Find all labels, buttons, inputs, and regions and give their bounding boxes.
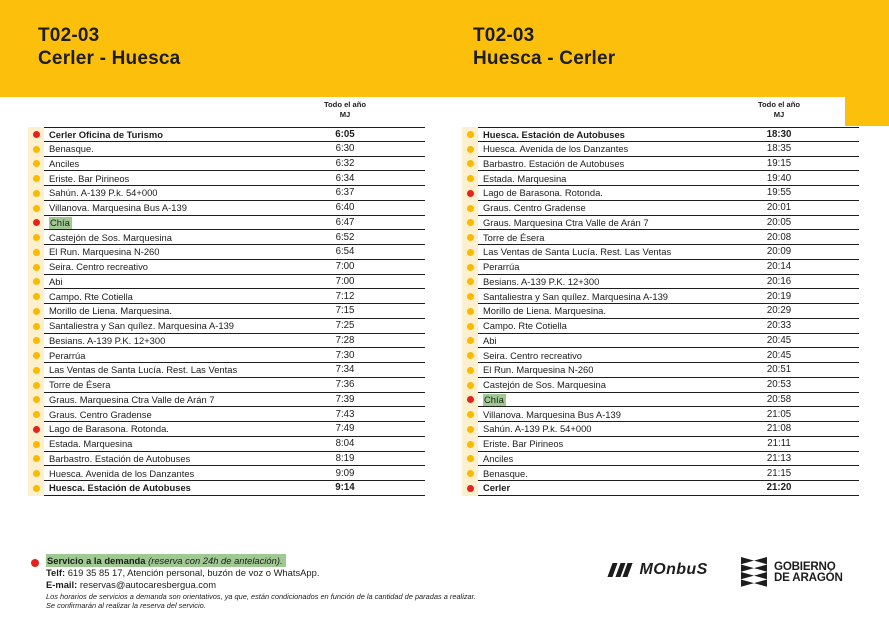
stop-name: Eriste. Bar Pirineos xyxy=(483,438,564,450)
departure-time: 7:36 xyxy=(335,379,355,391)
regular-stop-dot xyxy=(33,160,40,167)
regular-stop-dot xyxy=(467,426,474,433)
table-row xyxy=(462,171,859,186)
stop-name: Cerler Oficina de Turismo xyxy=(49,128,163,140)
stop-dot-cell xyxy=(28,378,44,393)
table-row xyxy=(28,186,425,201)
table-row xyxy=(28,304,425,319)
table-row xyxy=(28,171,425,186)
stop-name: Benasque. xyxy=(483,467,528,479)
regular-stop-dot xyxy=(467,278,474,285)
stop-name: El Run. Marquesina N-260 xyxy=(49,246,160,258)
table-row xyxy=(462,452,859,467)
stop-name: Lago de Barasona. Rotonda. xyxy=(49,423,169,435)
regular-stop-dot xyxy=(467,323,474,330)
table-row xyxy=(462,466,859,481)
departure-time: 19:15 xyxy=(766,157,792,169)
departure-time: 21:11 xyxy=(767,438,791,450)
departure-time: 7:12 xyxy=(335,290,355,302)
departure-time: 21:20 xyxy=(766,482,792,494)
timetable-return xyxy=(462,100,859,496)
table-row xyxy=(462,334,859,349)
regular-stop-dot xyxy=(33,190,40,197)
regular-stop-dot xyxy=(467,264,474,271)
departure-time: 9:09 xyxy=(335,467,355,479)
route-name: Cerler - Huesca xyxy=(38,48,181,69)
on-demand-stop-dot xyxy=(33,426,40,433)
departure-time: 8:19 xyxy=(335,452,355,464)
table-row xyxy=(462,481,859,496)
stop-name: Santaliestra y San quílez. Marquesina A-139 xyxy=(49,320,235,332)
departure-time: 7:00 xyxy=(335,261,355,273)
departure-time: 20:58 xyxy=(766,393,792,405)
on-demand-stop-dot xyxy=(33,219,40,226)
departure-time: 7:25 xyxy=(335,320,355,332)
table-row xyxy=(28,127,425,142)
on-demand-stop-dot xyxy=(467,396,474,403)
table-row xyxy=(28,363,425,378)
stops-table xyxy=(28,127,425,496)
season-label: Todo el año xyxy=(757,100,801,109)
aragon-weave-icon xyxy=(741,557,770,587)
regular-stop-dot xyxy=(467,234,474,241)
regular-stop-dot xyxy=(467,308,474,315)
stop-dot-cell xyxy=(462,157,478,172)
stop-dot-cell xyxy=(462,481,478,496)
departure-time: 18:35 xyxy=(766,143,792,155)
stop-name: Graus. Marquesina Ctra Valle de Arán 7 xyxy=(49,393,215,405)
departure-time: 7:43 xyxy=(335,408,355,420)
monbus-wordmark: MOnbuS xyxy=(639,561,708,578)
table-row xyxy=(28,142,425,157)
departure-time: 21:15 xyxy=(766,467,792,479)
stop-dot-cell xyxy=(462,171,478,186)
departure-time: 20:14 xyxy=(766,261,792,273)
legend-note: (reserva con 24h de antelación). xyxy=(145,555,283,566)
regular-stop-dot xyxy=(33,352,40,359)
stop-name: Abi xyxy=(483,334,497,346)
stop-dot-cell xyxy=(28,230,44,245)
stop-dot-cell xyxy=(28,289,44,304)
stop-dot-cell xyxy=(28,186,44,201)
table-row xyxy=(462,260,859,275)
stop-name: Barbastro. Estación de Autobuses xyxy=(49,452,191,464)
stop-name: Villanova. Marquesina Bus A-139 xyxy=(49,202,187,214)
stop-name: Anciles xyxy=(49,157,80,169)
stop-dot-cell xyxy=(462,230,478,245)
stop-name: Barbastro. Estación de Autobuses xyxy=(483,157,625,169)
regular-stop-dot xyxy=(467,382,474,389)
departure-time: 20:33 xyxy=(766,320,792,332)
stop-name: Las Ventas de Santa Lucía. Rest. Las Ventas xyxy=(483,246,672,258)
table-row xyxy=(462,363,859,378)
stop-dot-cell xyxy=(462,452,478,467)
stop-dot-cell xyxy=(28,422,44,437)
table-row xyxy=(28,422,425,437)
table-row xyxy=(28,245,425,260)
stop-name: Perarrúa xyxy=(483,261,520,273)
stop-name: El Run. Marquesina N-260 xyxy=(483,364,594,376)
table-row xyxy=(28,216,425,231)
departure-time: 7:49 xyxy=(335,423,355,435)
stop-dot-cell xyxy=(28,466,44,481)
stop-name: Estada. Marquesina xyxy=(483,172,567,184)
stop-name: Sahún. A-139 P.k. 54+000 xyxy=(483,423,592,435)
column-header xyxy=(699,100,859,120)
stop-dot-cell xyxy=(28,348,44,363)
table-row xyxy=(462,304,859,319)
stop-name: Seira. Centro recreativo xyxy=(483,349,583,361)
stop-dot-cell xyxy=(462,348,478,363)
regular-stop-dot xyxy=(33,264,40,271)
departure-time: 9:14 xyxy=(335,482,355,494)
stop-dot-cell xyxy=(28,275,44,290)
departure-time: 6:05 xyxy=(335,128,355,140)
phone-line xyxy=(46,567,476,579)
table-row xyxy=(462,378,859,393)
table-row xyxy=(462,422,859,437)
stop-dot-cell xyxy=(462,466,478,481)
stop-dot-cell xyxy=(462,216,478,231)
regular-stop-dot xyxy=(33,293,40,300)
table-row xyxy=(462,348,859,363)
regular-stop-dot xyxy=(33,308,40,315)
table-row xyxy=(28,348,425,363)
regular-stop-dot xyxy=(467,131,474,138)
regular-stop-dot xyxy=(33,175,40,182)
monbus-bars-icon xyxy=(610,563,633,577)
stop-name: Besians. A-139 P.K. 12+300 xyxy=(49,334,166,346)
legend-title: Servicio a la demanda xyxy=(47,555,146,566)
monbus-logo xyxy=(610,561,708,579)
stop-dot-cell xyxy=(28,407,44,422)
gobierno-aragon-logo xyxy=(741,557,843,587)
stop-dot-cell xyxy=(28,319,44,334)
table-row xyxy=(462,275,859,290)
on-demand-stop-dot xyxy=(33,131,40,138)
service-legend xyxy=(28,555,476,611)
stop-dot-cell xyxy=(28,157,44,172)
stop-dot-cell xyxy=(28,363,44,378)
column-header xyxy=(265,100,425,120)
phone-label: Telf: xyxy=(46,567,66,578)
stop-dot-cell xyxy=(28,142,44,157)
table-row xyxy=(28,481,425,496)
route-title-outbound xyxy=(38,24,180,70)
stop-dot-cell xyxy=(28,437,44,452)
stop-dot-cell xyxy=(462,201,478,216)
departure-time: 19:55 xyxy=(766,187,792,199)
stop-dot-cell xyxy=(462,393,478,408)
stop-name: Castejón de Sos. Marquesina xyxy=(49,231,172,243)
stop-name: Morillo de Liena. Marquesina. xyxy=(49,305,172,317)
stop-name: Las Ventas de Santa Lucía. Rest. Las Ventas xyxy=(49,364,238,376)
table-row xyxy=(462,157,859,172)
stop-name: Torre de Ésera xyxy=(483,231,545,243)
table-row xyxy=(462,289,859,304)
stop-name: Besians. A-139 P.K. 12+300 xyxy=(483,275,600,287)
departure-time: 19:40 xyxy=(766,172,792,184)
departure-time: 20:09 xyxy=(766,246,792,258)
stop-dot-cell xyxy=(462,245,478,260)
regular-stop-dot xyxy=(33,249,40,256)
regular-stop-dot xyxy=(33,455,40,462)
stop-dot-cell xyxy=(462,260,478,275)
table-row xyxy=(28,466,425,481)
disclaimer-text: Los horarios de servicios a demanda son orientativos, ya que, están condicionados en función de la cantidad de paradas a realizar. Se confirmarán al realizar la reserva del servicio. xyxy=(46,592,476,610)
stop-name: Huesca. Avenida de los Danzantes xyxy=(483,143,629,155)
stop-dot-cell xyxy=(28,481,44,496)
route-title-return xyxy=(473,24,615,70)
regular-stop-dot xyxy=(33,396,40,403)
stop-dot-cell xyxy=(28,216,44,231)
stop-name: Campo. Rte Cotiella xyxy=(483,320,567,332)
stop-name: Estada. Marquesina xyxy=(49,438,133,450)
regular-stop-dot xyxy=(467,337,474,344)
stop-name: Graus. Marquesina Ctra Valle de Arán 7 xyxy=(483,216,649,228)
table-row xyxy=(28,289,425,304)
departure-time: 7:00 xyxy=(335,275,355,287)
stop-name: Chía xyxy=(50,216,70,228)
departure-time: 6:52 xyxy=(335,231,355,243)
stop-dot-cell xyxy=(462,289,478,304)
departure-time: 6:54 xyxy=(335,246,355,258)
departure-time: 6:30 xyxy=(335,143,355,155)
stop-name: Eriste. Bar Pirineos xyxy=(49,172,130,184)
departure-time: 20:51 xyxy=(766,364,792,376)
on-demand-title xyxy=(46,555,476,567)
regular-stop-dot xyxy=(467,205,474,212)
departure-time: 7:34 xyxy=(335,364,355,376)
regular-stop-dot xyxy=(33,485,40,492)
stop-dot-cell xyxy=(462,407,478,422)
departure-time: 18:30 xyxy=(766,128,792,140)
email-label: E-mail: xyxy=(46,578,78,590)
phone-value: 619 35 85 17, Atención personal, buzón de voz o WhatsApp. xyxy=(65,567,320,578)
departure-time: 7:30 xyxy=(335,349,355,361)
stop-name: Torre de Ésera xyxy=(49,379,111,391)
stop-dot-cell xyxy=(462,319,478,334)
regular-stop-dot xyxy=(33,382,40,389)
regular-stop-dot xyxy=(33,323,40,330)
table-row xyxy=(462,393,859,408)
table-row xyxy=(28,452,425,467)
regular-stop-dot xyxy=(467,352,474,359)
stop-name: Campo. Rte Cotiella xyxy=(49,290,133,302)
stop-name: Chía xyxy=(484,393,504,405)
departure-time: 20:45 xyxy=(766,349,792,361)
regular-stop-dot xyxy=(33,205,40,212)
regular-stop-dot xyxy=(33,441,40,448)
regular-stop-dot xyxy=(467,470,474,477)
email-line xyxy=(46,579,476,591)
regular-stop-dot xyxy=(467,146,474,153)
stop-dot-cell xyxy=(28,245,44,260)
departure-time: 20:16 xyxy=(766,275,792,287)
departure-time: 7:15 xyxy=(335,305,355,317)
regular-stop-dot xyxy=(467,249,474,256)
table-row xyxy=(462,230,859,245)
departure-time: 7:28 xyxy=(335,334,355,346)
stop-dot-cell xyxy=(462,437,478,452)
stop-dot-cell xyxy=(28,393,44,408)
departure-time: 20:45 xyxy=(766,334,792,346)
table-row xyxy=(28,407,425,422)
stop-dot-cell xyxy=(462,334,478,349)
days-label: MJ xyxy=(339,110,351,119)
stop-name: Huesca. Estación de Autobuses xyxy=(49,482,191,494)
stop-name: Graus. Centro Gradense xyxy=(49,408,152,420)
stops-table xyxy=(462,127,859,496)
stop-name: Villanova. Marquesina Bus A-139 xyxy=(483,408,621,420)
departure-time: 20:08 xyxy=(766,231,792,243)
stop-name: Abi xyxy=(49,275,63,287)
table-row xyxy=(28,393,425,408)
regular-stop-dot xyxy=(33,234,40,241)
season-label: Todo el año xyxy=(323,100,367,109)
table-row xyxy=(28,157,425,172)
table-row xyxy=(462,245,859,260)
table-row xyxy=(28,201,425,216)
stop-dot-cell xyxy=(28,334,44,349)
table-row xyxy=(28,260,425,275)
stop-name: Morillo de Liena. Marquesina. xyxy=(483,305,606,317)
departure-time: 20:53 xyxy=(766,379,792,391)
stop-dot-cell xyxy=(462,186,478,201)
departure-time: 20:29 xyxy=(766,305,792,317)
timetable-outbound xyxy=(28,100,425,496)
route-code: T02-03 xyxy=(38,25,100,46)
regular-stop-dot xyxy=(33,470,40,477)
table-row xyxy=(462,407,859,422)
regular-stop-dot xyxy=(467,411,474,418)
on-demand-stop-dot xyxy=(467,190,474,197)
departure-time: 21:05 xyxy=(766,408,792,420)
route-name: Huesca - Cerler xyxy=(473,48,616,69)
stop-dot-cell xyxy=(462,304,478,319)
stop-name: Cerler xyxy=(483,482,511,494)
table-row xyxy=(28,378,425,393)
departure-time: 6:32 xyxy=(335,157,355,169)
stop-dot-cell xyxy=(462,275,478,290)
table-row xyxy=(462,437,859,452)
table-row xyxy=(28,275,425,290)
departure-time: 7:39 xyxy=(335,393,355,405)
table-row xyxy=(462,186,859,201)
regular-stop-dot xyxy=(467,175,474,182)
stop-name: Huesca. Avenida de los Danzantes xyxy=(49,467,195,479)
stop-dot-cell xyxy=(462,422,478,437)
departure-time: 20:01 xyxy=(766,202,792,214)
stop-dot-cell xyxy=(28,304,44,319)
route-code: T02-03 xyxy=(473,25,535,46)
regular-stop-dot xyxy=(467,293,474,300)
stop-dot-cell xyxy=(462,142,478,157)
stop-dot-cell xyxy=(28,171,44,186)
stop-name: Graus. Centro Gradense xyxy=(483,202,586,214)
table-row xyxy=(462,127,859,142)
regular-stop-dot xyxy=(33,146,40,153)
regular-stop-dot xyxy=(467,441,474,448)
departure-time: 6:37 xyxy=(335,187,355,199)
stop-name: Benasque. xyxy=(49,143,94,155)
stop-dot-cell xyxy=(462,378,478,393)
table-row xyxy=(28,334,425,349)
regular-stop-dot xyxy=(467,160,474,167)
table-row xyxy=(462,319,859,334)
table-row xyxy=(462,142,859,157)
departure-time: 20:19 xyxy=(766,290,792,302)
table-row xyxy=(462,201,859,216)
table-row xyxy=(462,216,859,231)
departure-time: 20:05 xyxy=(766,216,792,228)
on-demand-stop-dot xyxy=(467,485,474,492)
stop-name: Seira. Centro recreativo xyxy=(49,261,149,273)
stop-dot-cell xyxy=(28,127,44,142)
regular-stop-dot xyxy=(467,219,474,226)
table-row xyxy=(28,437,425,452)
stop-name: Huesca. Estación de Autobuses xyxy=(483,128,625,140)
stop-dot-cell xyxy=(462,363,478,378)
days-label: MJ xyxy=(773,110,785,119)
regular-stop-dot xyxy=(33,337,40,344)
on-demand-stop-dot xyxy=(31,559,39,567)
email-value: reservas@autocaresbergua.com xyxy=(77,578,217,590)
stop-name: Castejón de Sos. Marquesina xyxy=(483,379,606,391)
aragon-wordmark: GOBIERNO DE ARAGÓN xyxy=(774,560,843,584)
stop-name: Perarrúa xyxy=(49,349,86,361)
stop-dot-cell xyxy=(28,201,44,216)
regular-stop-dot xyxy=(467,367,474,374)
stop-dot-cell xyxy=(28,260,44,275)
table-row xyxy=(28,319,425,334)
stop-name: Lago de Barasona. Rotonda. xyxy=(483,187,603,199)
departure-time: 6:34 xyxy=(335,172,355,184)
departure-time: 21:13 xyxy=(766,452,792,464)
stop-name: Santaliestra y San quílez. Marquesina A-139 xyxy=(483,290,669,302)
departure-time: 8:04 xyxy=(335,438,355,450)
regular-stop-dot xyxy=(33,367,40,374)
stop-name: Sahún. A-139 P.k. 54+000 xyxy=(49,187,158,199)
table-row xyxy=(28,230,425,245)
departure-time: 21:08 xyxy=(766,423,792,435)
regular-stop-dot xyxy=(33,411,40,418)
stop-dot-cell xyxy=(28,452,44,467)
departure-time: 6:47 xyxy=(335,216,355,228)
regular-stop-dot xyxy=(33,278,40,285)
regular-stop-dot xyxy=(467,455,474,462)
stop-name: Anciles xyxy=(483,452,514,464)
departure-time: 6:40 xyxy=(335,202,355,214)
stop-dot-cell xyxy=(462,127,478,142)
